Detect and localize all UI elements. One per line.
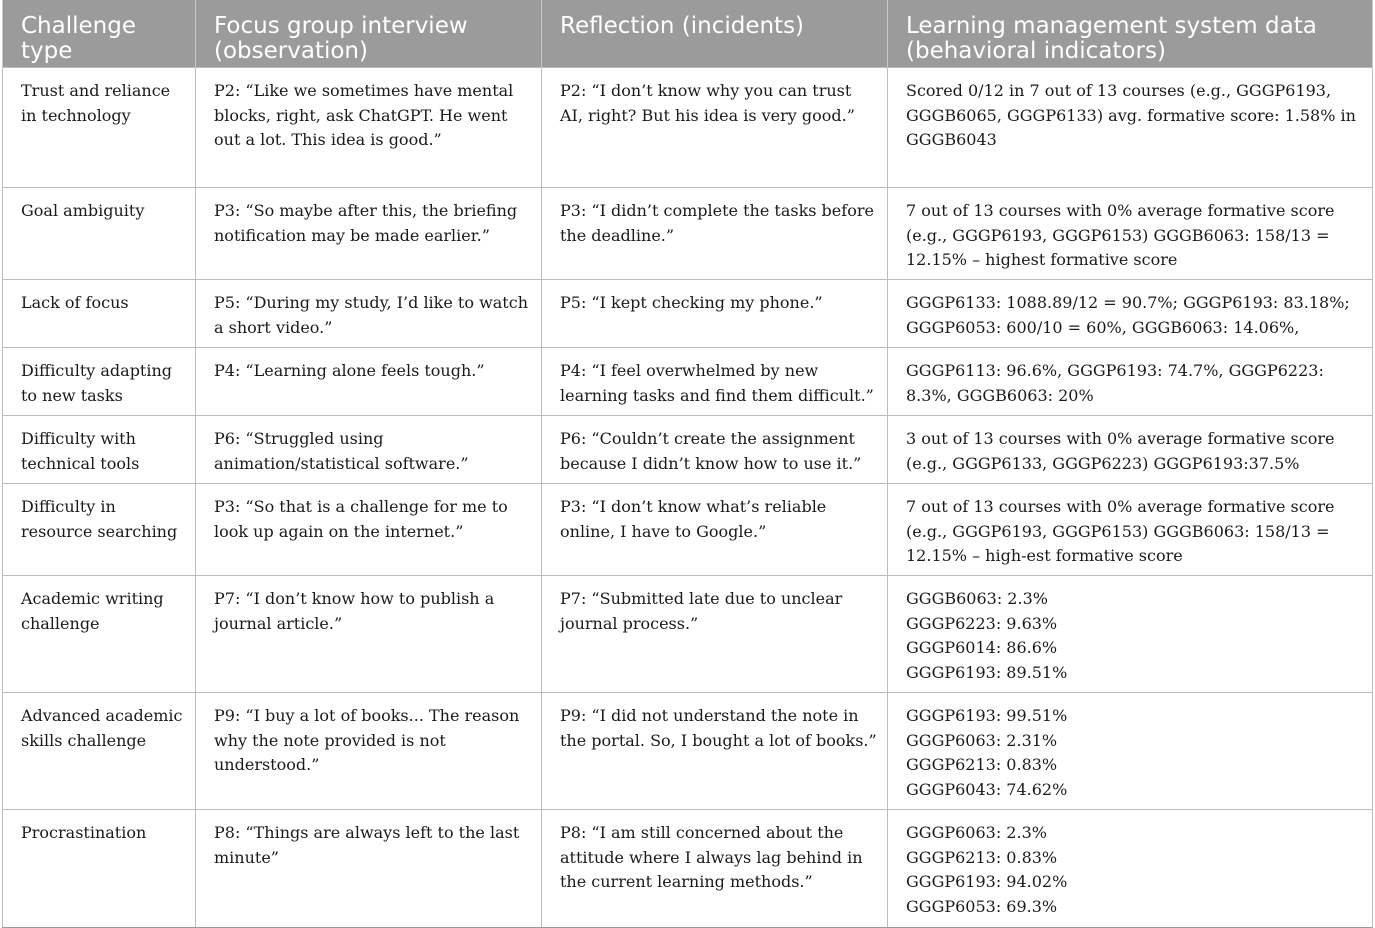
table-row	[3, 693, 1373, 810]
cell-reflection: P9: “I did not understand the note in the portal. So, I bought a lot of books.”	[542, 693, 888, 810]
header-lms-data: Learning management system data (behavioral indicators)	[888, 0, 1373, 68]
lms-line: GGGP6223: 9.63%	[906, 613, 1058, 633]
cell-challenge-type: Lack of focus	[3, 280, 196, 348]
cell-reflection: P2: “I don’t know why you can trust AI, right? But his idea is very good.”	[542, 68, 888, 188]
lms-line: GGGP6133: 1088.89/12 = 90.7%; GGGP6193: 83.18%; GGGP6053: 600/10 = 60%, GGGB6063: 14.06%,	[906, 293, 1350, 337]
lms-line: Scored 0/12 in 7 out of 13 courses (e.g., GGGP6193, GGGB6065, GGGP6133) avg. formative score: 1.58% in GGGB6043	[906, 81, 1356, 149]
cell-challenge-type: Advanced academic skills challenge	[3, 693, 196, 810]
header-focus-group: Focus group interview (observation)	[196, 0, 542, 68]
cell-lms-data	[888, 188, 1373, 280]
cell-lms-data	[888, 68, 1373, 188]
table-row	[3, 348, 1373, 416]
table-row	[3, 576, 1373, 693]
lms-line: GGGP6014: 86.6%	[906, 638, 1058, 657]
cell-focus-group: P3: “So that is a challenge for me to look up again on the internet.”	[196, 484, 542, 576]
cell-lms-data	[888, 348, 1373, 416]
lms-line: GGGP6063: 2.3%	[906, 823, 1047, 842]
cell-reflection: P8: “I am still concerned about the attitude where I always lag behind in the current learning methods.”	[542, 810, 888, 928]
lms-line: GGGP6053: 69.3%	[906, 896, 1058, 916]
table-row	[3, 810, 1373, 928]
cell-challenge-type: Trust and reliance in technology	[3, 68, 196, 188]
cell-challenge-type: Difficulty in resource searching	[3, 484, 196, 576]
cell-focus-group: P6: “Struggled using animation/statistical software.”	[196, 416, 542, 484]
cell-focus-group: P9: “I buy a lot of books... The reason why the note provided is not understood.”	[196, 693, 542, 810]
cell-reflection: P4: “I feel overwhelmed by new learning tasks and find them difficult.”	[542, 348, 888, 416]
header-reflection: Reflection (incidents)	[542, 0, 888, 68]
cell-reflection: P6: “Couldn’t create the assignment because I didn’t know how to use it.”	[542, 416, 888, 484]
lms-line: GGGB6063: 2.3%	[906, 589, 1048, 608]
lms-line: GGGP6043: 74.62%	[906, 779, 1068, 799]
cell-lms-data	[888, 693, 1373, 810]
lms-line: GGGP6113: 96.6%, GGGP6193: 74.7%, GGGP6223: 8.3%, GGGB6063: 20%	[906, 361, 1324, 405]
cell-challenge-type: Goal ambiguity	[3, 188, 196, 280]
cell-reflection: P3: “I didn’t complete the tasks before the deadline.”	[542, 188, 888, 280]
cell-lms-data	[888, 810, 1373, 928]
cell-lms-data	[888, 484, 1373, 576]
cell-focus-group: P7: “I don’t know how to publish a journal article.”	[196, 576, 542, 693]
lms-line: GGGP6193: 89.51%	[906, 662, 1068, 682]
lms-line: 3 out of 13 courses with 0% average formative score (e.g., GGGP6133, GGGP6223) GGGP6193:37.5%	[906, 429, 1335, 473]
cell-focus-group: P2: “Like we sometimes have mental blocks, right, ask ChatGPT. He went out a lot. This idea is good.”	[196, 68, 542, 188]
table-header	[3, 0, 1373, 68]
lms-line: GGGP6063: 2.31%	[906, 730, 1058, 750]
lms-line: GGGP6213: 0.83%	[906, 755, 1058, 774]
cell-focus-group: P4: “Learning alone feels tough.”	[196, 348, 542, 416]
lms-line: 7 out of 13 courses with 0% average formative score (e.g., GGGP6193, GGGP6153) GGGB6063: 158/13 = 12.15% – highest formative score	[906, 201, 1335, 269]
challenges-table	[2, 0, 1373, 928]
table-row	[3, 416, 1373, 484]
table-row	[3, 280, 1373, 348]
cell-challenge-type: Procrastination	[3, 810, 196, 928]
cell-challenge-type: Difficulty adapting to new tasks	[3, 348, 196, 416]
header-challenge-type: Challenge type	[3, 0, 196, 68]
cell-focus-group: P5: “During my study, I’d like to watch a short video.”	[196, 280, 542, 348]
cell-focus-group: P3: “So maybe after this, the briefing notification may be made earlier.”	[196, 188, 542, 280]
table-row	[3, 68, 1373, 188]
header-row	[3, 0, 1373, 68]
table-row	[3, 188, 1373, 280]
lms-line: 7 out of 13 courses with 0% average formative score (e.g., GGGP6193, GGGP6153) GGGB6063: 158/13 = 12.15% – high-est formative score	[906, 497, 1335, 565]
cell-focus-group: P8: “Things are always left to the last minute”	[196, 810, 542, 928]
cell-lms-data	[888, 416, 1373, 484]
cell-challenge-type: Difficulty with technical tools	[3, 416, 196, 484]
cell-reflection: P5: “I kept checking my phone.”	[542, 280, 888, 348]
lms-line: GGGP6213: 0.83%	[906, 847, 1058, 867]
cell-lms-data	[888, 280, 1373, 348]
cell-lms-data	[888, 576, 1373, 693]
table-body	[3, 68, 1373, 928]
cell-reflection: P7: “Submitted late due to unclear journal process.”	[542, 576, 888, 693]
lms-line: GGGP6193: 99.51%	[906, 706, 1068, 725]
cell-challenge-type: Academic writing challenge	[3, 576, 196, 693]
cell-reflection: P3: “I don’t know what’s reliable online, I have to Google.”	[542, 484, 888, 576]
lms-line: GGGP6193: 94.02%	[906, 872, 1068, 891]
table-row	[3, 484, 1373, 576]
